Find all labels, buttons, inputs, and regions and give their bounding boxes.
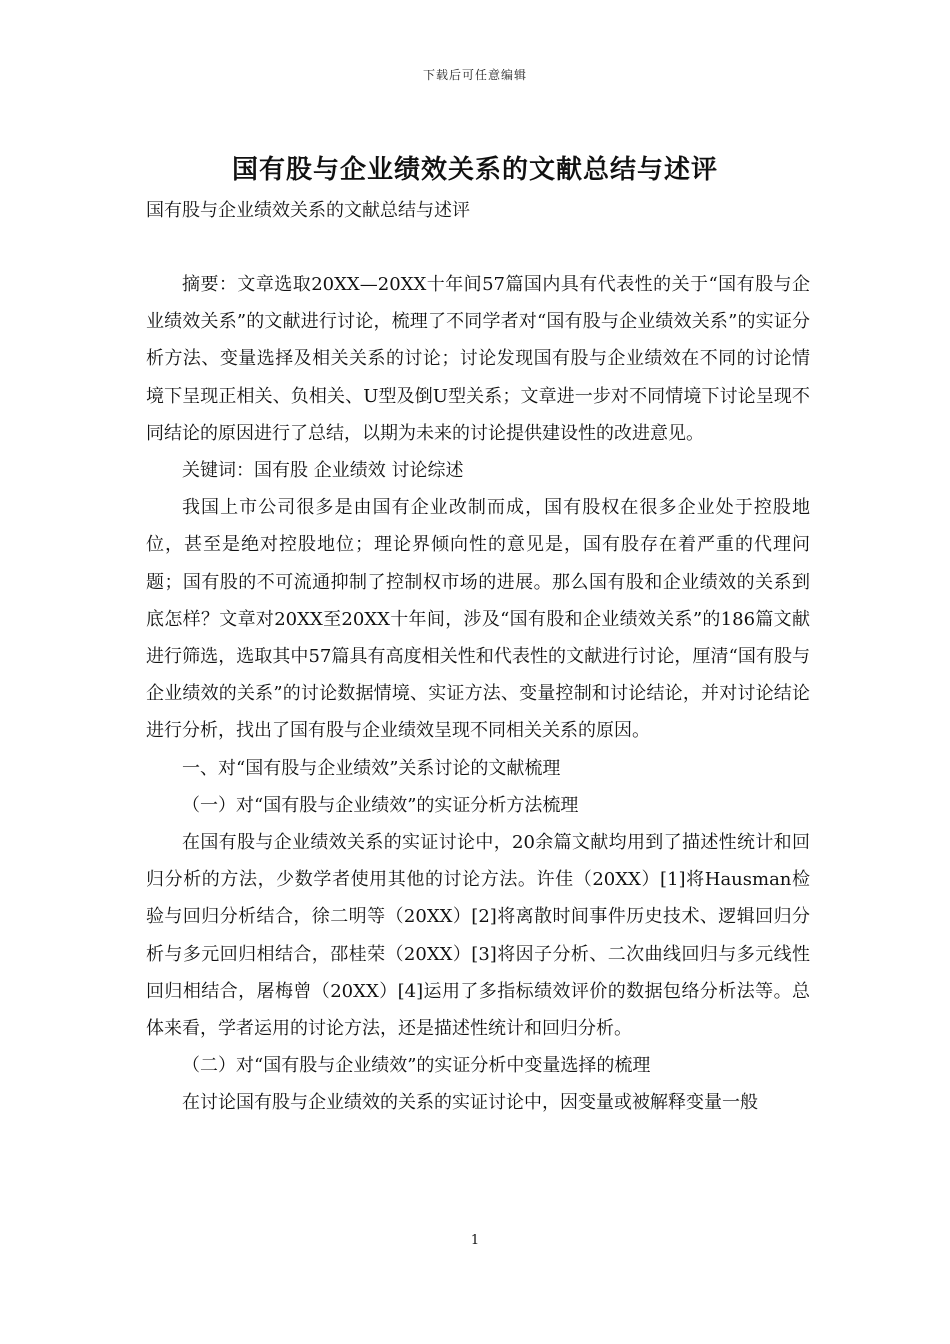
variables-paragraph: 在讨论国有股与企业绩效的关系的实证讨论中，因变量或被解释变量一般 — [182, 1092, 758, 1114]
document-title: 国有股与企业绩效关系的文献总结与述评 — [231, 155, 718, 185]
subsection-heading-2: （二）对“国有股与企业绩效”的实证分析中变量选择的梳理 — [182, 1055, 651, 1077]
document-body — [146, 266, 810, 1122]
section-heading-1: 一、对“国有股与企业绩效”关系讨论的文献梳理 — [182, 757, 561, 779]
keywords-paragraph: 关键词：国有股 企业绩效 讨论综述 — [182, 460, 464, 482]
abstract-paragraph: 摘要：文章选取20XX—20XX十年间57篇国内具有代表性的关于“国有股与企业绩效关系”的文献进行讨论，梳理了不同学者对“国有股与企业绩效关系”的实证分析方法、变量选择及相关关系的讨论；讨论发现国有股与企业绩效在不同的讨论情境下呈现正相关、负相关、U型及倒U型关系；文章进一步对不同情境下讨论呈现不同结论的原因进行了总结，以期为未来的讨论提供建设性的改进意见。 — [146, 274, 810, 444]
document-subtitle: 国有股与企业绩效关系的文献总结与述评 — [146, 200, 470, 221]
page-header: 下载后可任意编辑 — [422, 68, 527, 82]
intro-paragraph: 我国上市公司很多是由国有企业改制而成，国有股权在很多企业处于控股地位，甚至是绝对控股地位；理论界倾向性的意见是，国有股存在着严重的代理问题；国有股的不可流通抑制了控制权市场的进展。那么国有股和企业绩效的关系到底怎样？文章对20XX至20XX十年间，涉及“国有股和企业绩效关系”的186篇文献进行筛选，选取其中57篇具有高度相关性和代表性的文献进行讨论，厘清“国有股与企业绩效的关系”的讨论数据情境、实证方法、变量控制和讨论结论，并对讨论结论进行分析，找出了国有股与企业绩效呈现不同相关关系的原因。 — [146, 497, 810, 742]
subsection-heading-1: （一）对“国有股与企业绩效”的实证分析方法梳理 — [182, 794, 579, 816]
methods-paragraph: 在国有股与企业绩效关系的实证讨论中，20余篇文献均用到了描述性统计和回归分析的方法，少数学者使用其他的讨论方法。许佳（20XX）[1]将Hausman检验与回归分析结合，徐二明等（20XX）[2]将离散时间事件历史技术、逻辑回归分析与多元回归相结合，邵桂荣（20XX）[3]将因子分析、二次曲线回归与多元线性回归相结合，屠梅曾（20XX）[4]运用了多指标绩效评价的数据包络分析法等。总体来看，学者运用的讨论方法，还是描述性统计和回归分析。 — [146, 832, 810, 1040]
page-number: 1 — [470, 1233, 480, 1248]
